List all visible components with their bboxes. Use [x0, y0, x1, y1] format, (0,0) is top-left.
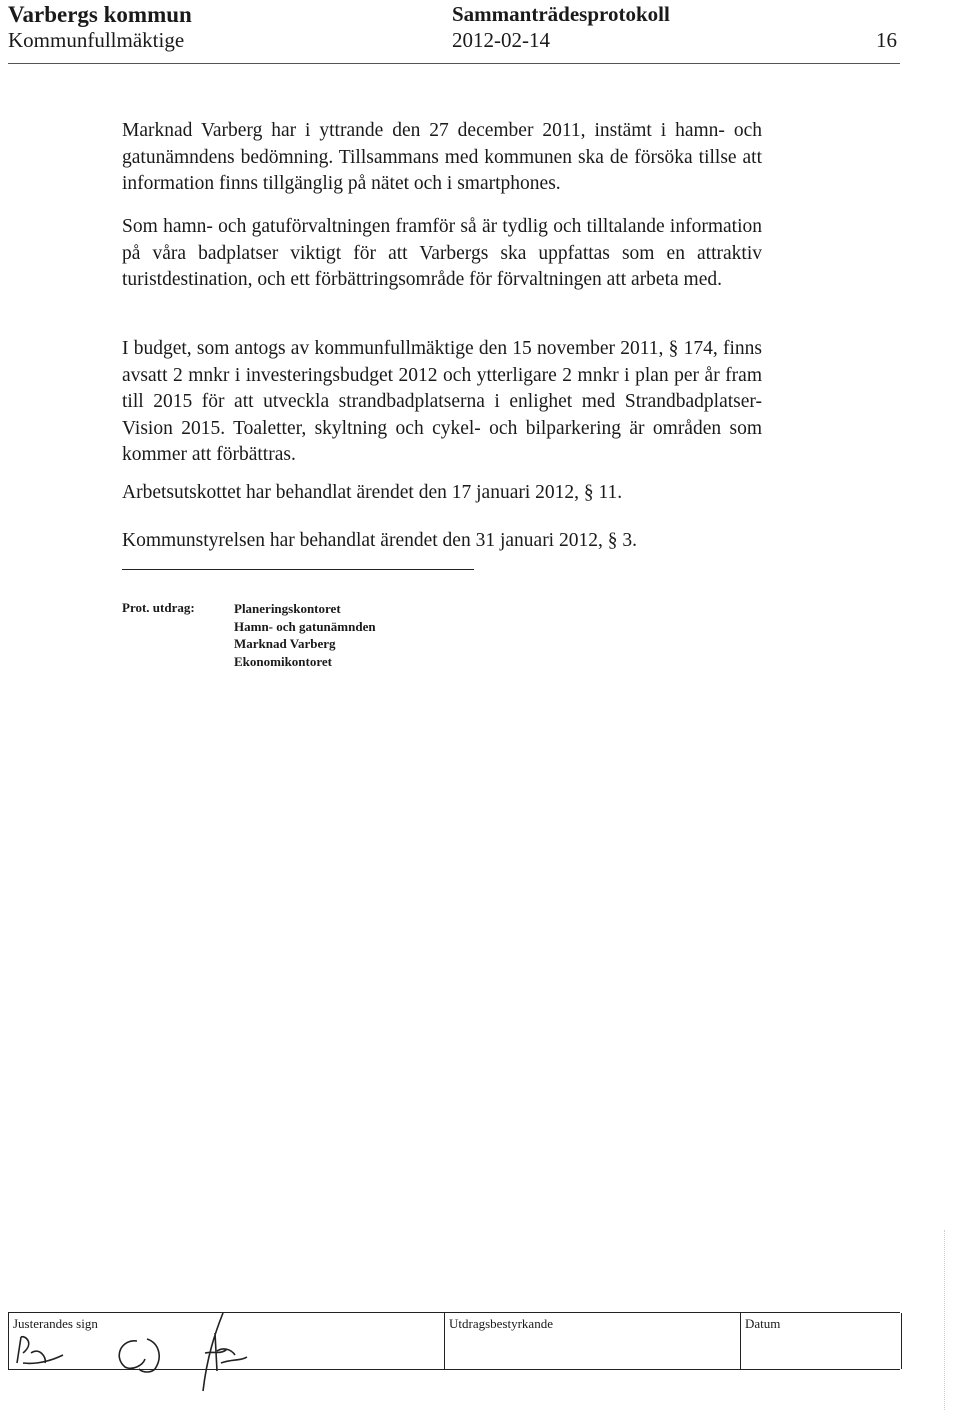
page-number: 16: [876, 28, 897, 52]
scan-edge-mark: [944, 1230, 945, 1410]
header-divider: [8, 63, 900, 64]
handwritten-signature-icon: [9, 1313, 441, 1393]
extract-label: Prot. utdrag:: [122, 600, 195, 615]
paragraph-kommunstyrelsen: Kommunstyrelsen har behandlat ärendet den 31 januari 2012, § 3.: [122, 530, 637, 551]
recipient-item: Planeringskontoret: [234, 601, 341, 616]
extract-cell: [444, 1313, 741, 1369]
document-type: Sammanträdesprotokoll: [452, 2, 670, 26]
signer-label: Justerandes sign: [13, 1316, 98, 1331]
paragraph-hamn-och-gata: Som hamn- och gatuförvaltningen framför så är tydlig och tilltalande information på våra badplatser viktigt för att Varbergs ska uppfattas som en attraktiv turistdestination, och ett förbättringsområde för förvaltningen att arbeta med.: [122, 216, 762, 290]
meeting-date: 2012-02-14: [452, 28, 550, 52]
extract-recipient-list: [234, 600, 376, 670]
recipient-item: Ekonomikontoret: [234, 653, 332, 669]
organization-name: Varbergs kommun: [8, 2, 192, 27]
date-cell: [740, 1313, 902, 1369]
paragraph-arbetsutskottet: Arbetsutskottet har behandlat ärendet den 17 januari 2012, § 11.: [122, 482, 623, 503]
extract-attest-label: Utdragsbestyrkande: [449, 1316, 553, 1331]
paragraph-budget: I budget, som antogs av kommunfullmäktige den 15 november 2011, § 174, finns avsatt 2 mnkr i investeringsbudget 2012 och ytterligare 2 mnkr i plan per år fram till 2015 för att utveckla strandbadplatserna i enlighet med Strandbadplatser-Vision 2015. Toaletter, skyltning och cykel- och bilparkering är områden som kommer att förbättras.: [122, 338, 762, 465]
signer-cell: [8, 1313, 441, 1369]
signature-footer: [8, 1312, 900, 1370]
underline-mark: [122, 569, 474, 570]
recipient-item: Marknad Varberg: [234, 636, 336, 651]
recipient-item: Hamn- och gatunämnden: [234, 618, 376, 634]
paragraph-marknad-varberg: Marknad Varberg har i yttrande den 27 december 2011, instämt i hamn- och gatunämndens bedömning. Tillsammans med kommunen ska de försöka tillse att information finns tillgänglig på nätet och i smartphones.: [122, 120, 762, 194]
date-label: Datum: [745, 1316, 781, 1331]
council-name: Kommunfullmäktige: [8, 28, 185, 52]
